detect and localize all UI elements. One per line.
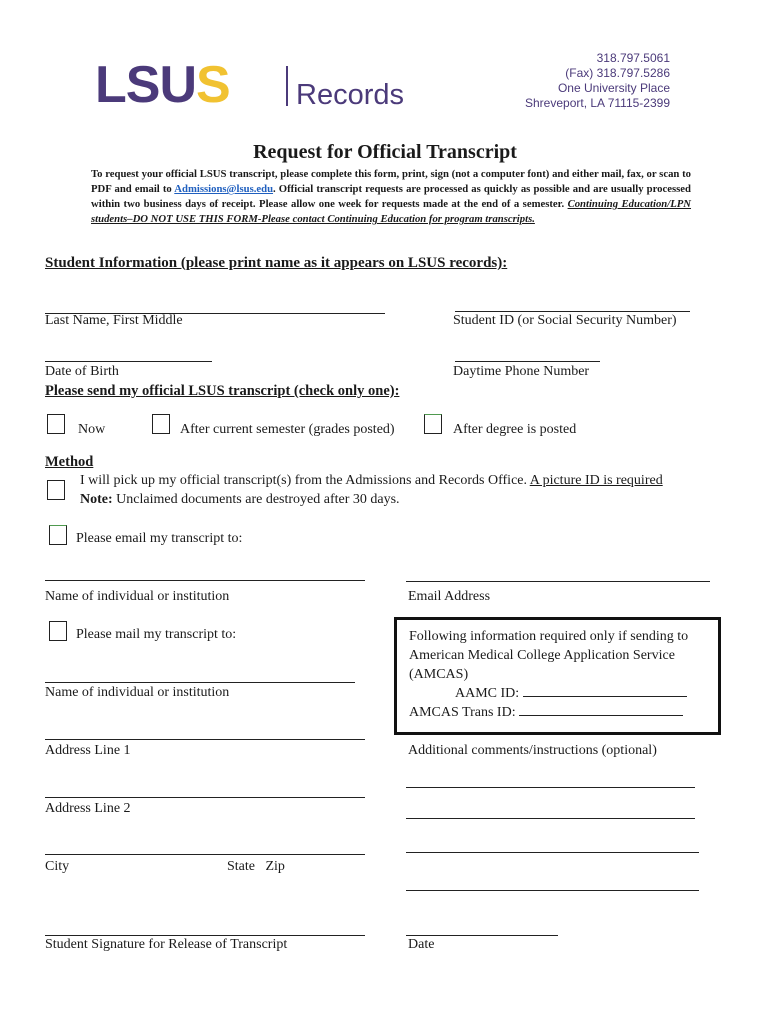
city-state-zip-field-line[interactable] xyxy=(45,854,365,855)
office-phone: 318.797.5061 xyxy=(596,51,670,65)
aamc-id-label: AAMC ID: xyxy=(455,686,523,701)
aamc-id-field[interactable] xyxy=(523,684,687,697)
address2-field-line[interactable] xyxy=(45,797,365,798)
mail-recipient-field-line[interactable] xyxy=(45,682,355,683)
name-label: Last Name, First Middle xyxy=(45,313,183,328)
date-label: Date xyxy=(408,937,435,952)
amcas-trans-label: AMCAS Trans ID: xyxy=(409,705,520,720)
after-degree-checkbox[interactable] xyxy=(424,414,442,434)
office-fax: (Fax) 318.797.5286 xyxy=(565,66,670,80)
amcas-line3: (AMCAS) xyxy=(409,667,469,682)
dob-label: Date of Birth xyxy=(45,364,119,379)
phone-field-line[interactable] xyxy=(455,361,600,362)
comments-line-3[interactable] xyxy=(406,852,699,853)
instructions-text2: . Official transcript requests are processed as quickly as possible and are usually processed within two business days of receipt. Please allow one week for requests made at the end of a semester. xyxy=(91,183,691,210)
student-info-heading: Student Information (please print name as it appears on LSUS records): xyxy=(45,255,508,271)
method-heading: Method xyxy=(45,454,94,470)
dob-field-line[interactable] xyxy=(45,361,212,362)
address1-label: Address Line 1 xyxy=(45,743,131,758)
pickup-note xyxy=(80,492,400,508)
pickup-text-main: I will pick up my official transcript(s) from the Admissions and Records Office. xyxy=(80,473,530,488)
logo-lsu: LSU xyxy=(95,56,196,114)
lsus-logo xyxy=(95,55,230,115)
city-label: City xyxy=(45,859,70,874)
note-label: Note: xyxy=(80,492,113,507)
instructions xyxy=(91,167,691,227)
student-id-label: Student ID (or Social Security Number) xyxy=(453,313,677,328)
office-address-block xyxy=(525,51,670,111)
logo-divider xyxy=(286,66,288,106)
aamc-id-row xyxy=(409,684,718,703)
instructions-text1: To request your official LSUS transcript, please complete this form, print, sign (not a computer font) and either mail, fax, or scan to PDF and email to xyxy=(91,168,691,195)
comments-line-2[interactable] xyxy=(406,818,695,819)
office-address-line2: Shreveport, LA 71115-2399 xyxy=(525,96,670,110)
email-recipient-label: Name of individual or institution xyxy=(45,589,230,604)
state-zip-label: State Zip xyxy=(227,859,285,874)
amcas-box xyxy=(394,617,721,735)
signature-label: Student Signature for Release of Transcript xyxy=(45,937,288,952)
amcas-trans-row xyxy=(409,703,718,722)
phone-label: Daytime Phone Number xyxy=(453,364,590,379)
continuing-ed-notice: Continuing Education/LPN students–DO NOT USE THIS FORM-Please contact Continuing Education for program transcripts. xyxy=(91,198,692,225)
send-heading: Please send my official LSUS transcript (check only one): xyxy=(45,383,400,399)
student-id-field-line[interactable] xyxy=(455,311,690,312)
logo-s: S xyxy=(196,56,230,114)
address1-field-line[interactable] xyxy=(45,739,365,740)
pickup-id-required: A picture ID is required xyxy=(529,473,663,488)
email-option-label: Please email my transcript to: xyxy=(76,531,243,546)
office-address-line1: One University Place xyxy=(557,81,670,95)
note-text: Unclaimed documents are destroyed after 30 days. xyxy=(112,492,400,507)
email-address-field-line[interactable] xyxy=(406,581,710,582)
email-checkbox[interactable] xyxy=(49,525,67,545)
after-semester-checkbox[interactable] xyxy=(152,414,170,434)
email-address-label: Email Address xyxy=(408,589,491,604)
mail-checkbox[interactable] xyxy=(49,621,67,641)
admissions-email-link[interactable]: Admissions@lsus.edu xyxy=(174,183,274,195)
comments-label: Additional comments/instructions (optional) xyxy=(408,743,657,758)
after-semester-label: After current semester (grades posted) xyxy=(180,422,395,437)
comments-line-1[interactable] xyxy=(406,787,695,788)
page-title: Request for Official Transcript xyxy=(253,141,517,163)
address2-label: Address Line 2 xyxy=(45,801,131,816)
pickup-checkbox[interactable] xyxy=(47,480,65,500)
signature-field-line[interactable] xyxy=(45,935,365,936)
email-recipient-field-line[interactable] xyxy=(45,580,365,581)
date-field-line[interactable] xyxy=(406,935,558,936)
amcas-trans-field[interactable] xyxy=(519,703,683,716)
logo-records-text: Records xyxy=(296,79,404,111)
after-degree-label: After degree is posted xyxy=(453,422,577,437)
pickup-text xyxy=(80,473,663,489)
now-label: Now xyxy=(78,422,106,437)
amcas-line1: Following information required only if sending to xyxy=(409,629,689,644)
mail-option-label: Please mail my transcript to: xyxy=(76,627,237,642)
now-checkbox[interactable] xyxy=(47,414,65,434)
mail-recipient-label: Name of individual or institution xyxy=(45,685,230,700)
comments-line-4[interactable] xyxy=(406,890,699,891)
amcas-line2: American Medical College Application Service xyxy=(409,648,675,663)
